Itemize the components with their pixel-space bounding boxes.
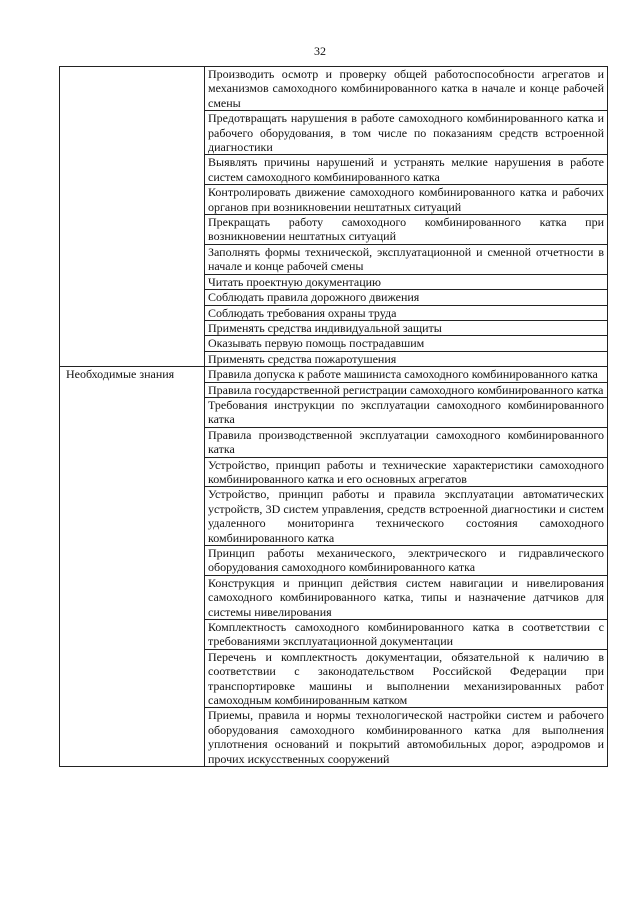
section-label: Необходимые знания [66,367,175,382]
requirement-text: Устройство, принцип работы и технические характеристики самоходного комбинированного катка и его основных агрегатов [205,457,608,487]
requirement-text: Заполнять формы технической, эксплуатационной и сменной отчетности в начале и конце рабочей смены [205,244,608,274]
requirements-table-body [60,67,608,767]
requirement-text: Прекращать работу самоходного комбинированного катка при возникновении нештатных ситуаций [205,215,608,245]
table-row [60,367,608,382]
requirement-text: Контролировать движение самоходного комбинированного катка и рабочих органов при возникновении нештатных ситуаций [205,185,608,215]
requirement-text: Комплектность самоходного комбинированного катка в соответствии с требованиями эксплуатационной документации [205,620,608,650]
page-number: 32 [314,44,326,58]
requirement-text: Правила производственной эксплуатации самоходного комбинированного катка [205,427,608,457]
requirement-text: Требования инструкции по эксплуатации самоходного комбинированного катка [205,397,608,427]
requirement-text: Выявлять причины нарушений и устранять мелкие нарушения в работе систем самоходного комбинированного катка [205,155,608,185]
requirements-table [59,66,608,767]
requirement-text: Правила допуска к работе машиниста самоходного комбинированного катка [205,367,608,382]
requirement-text: Оказывать первую помощь пострадавшим [205,336,608,351]
requirement-text: Перечень и комплектность документации, обязательной к наличию в соответствии с законодательством Российской Федерации при транспортировке машины и выполнении механизированных работ самоходным комбинированным катком [205,649,608,708]
requirement-text: Принцип работы механического, электрического и гидравлического оборудования самоходного комбинированного катка [205,546,608,576]
requirement-text: Применять средства индивидуальной защиты [205,320,608,335]
requirement-text: Конструкция и принцип действия систем навигации и нивелирования самоходного комбинированного катка, типы и назначение датчиков для системы нивелирования [205,575,608,619]
requirement-text: Предотвращать нарушения в работе самоходного комбинированного катка и рабочего оборудования, в том числе по показаниям средств встроенной диагностики [205,111,608,155]
requirement-text: Соблюдать требования охраны труда [205,305,608,320]
table-row [60,67,608,111]
section-label-cell [60,67,205,367]
requirement-text: Приемы, правила и нормы технологической настройки систем и рабочего оборудования самоходного комбинированного катка для выполнения уплотнения оснований и покрытий автомобильных дорог, аэродромов и прочих искусственных сооружений [205,708,608,767]
section-label-cell [60,367,205,767]
requirement-text: Читать проектную документацию [205,274,608,289]
requirement-text: Применять средства пожаротушения [205,351,608,366]
requirement-text: Устройство, принцип работы и правила эксплуатации автоматических устройств, 3D систем управления, средств встроенной диагностики и систем удаленного мониторинга технического состояния самоходного комбинированного катка [205,487,608,546]
requirement-text: Производить осмотр и проверку общей работоспособности агрегатов и механизмов самоходного комбинированного катка в начале и конце рабочей смены [205,67,608,111]
requirement-text: Соблюдать правила дорожного движения [205,290,608,305]
requirement-text: Правила государственной регистрации самоходного комбинированного катка [205,382,608,397]
